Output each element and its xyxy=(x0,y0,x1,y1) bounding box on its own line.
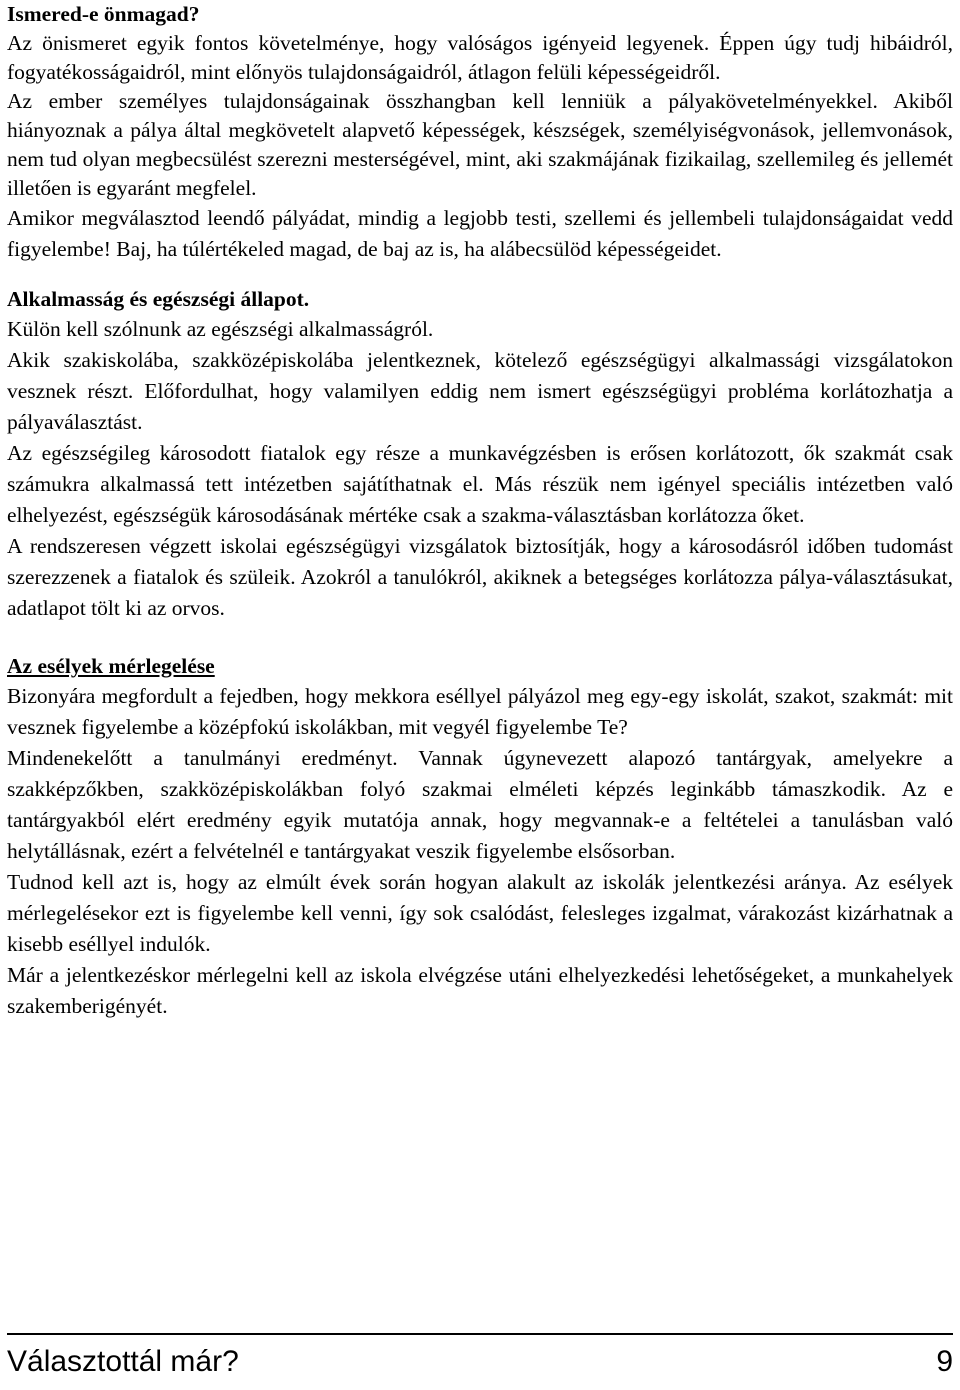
section-title: Alkalmasság és egészségi állapot. xyxy=(7,287,310,311)
document-body xyxy=(7,0,953,1022)
section-spacer xyxy=(7,624,953,652)
paragraph: Amikor megválasztod leendő pályádat, mindig a legjobb testi, szellemi és jellembeli tulajdonságaidat vedd figyelembe! Baj, ha túlértékeled magad, de baj az is, ha alábecsülöd képességeidet. xyxy=(7,206,953,261)
section-spacer xyxy=(7,265,953,285)
paragraph: Mindenekelőtt a tanulmányi eredményt. Vannak úgynevezett alapozó tantárgyak, amelyekre a szakképzőkben, szakközépiskolákban folyó szakmai elméleti képzés leginkább támaszkodik. Az e tantárgyakból elért eredmény egyik mutatója annak, hogy megvannak-e a feltételei a tanulásban való helytállásnak, ezért a felvételnél e tantárgyakat veszik figyelembe elsősorban. xyxy=(7,746,953,863)
section-chances xyxy=(7,652,953,1022)
section-title: Az esélyek mérlegelése xyxy=(7,654,215,678)
paragraph: Akik szakiskolába, szakközépiskolába jelentkeznek, kötelező egészségügyi alkalmassági vizsgálatokon vesznek részt. Előfordulhat, hogy valamilyen eddig nem ismert egészségügyi probléma korlátozhatja a pályaválasztást. xyxy=(7,348,953,434)
section-title: Ismered-e önmagad? xyxy=(7,2,200,26)
section-health xyxy=(7,285,953,624)
paragraph: Az ember személyes tulajdonságainak összhangban kell lenniük a pályakövetelményekkel. Akiből hiányoznak a pálya által megkövetelt alapvető képességek, készségek, személyiségvonások, jellemvonások, nem tud olyan megbecsülést szerezni mesterségével, mint, aki szakmájának fizikailag, szellemileg és jellemét illetően is egyaránt megfelel. xyxy=(7,89,953,200)
page-footer xyxy=(7,1342,953,1382)
footer-title: Választottál már? xyxy=(7,1345,239,1378)
paragraph: Az egészségileg károsodott fiatalok egy része a munkavégzésben is erősen korlátozott, ők szakmát csak számukra alkalmassá tett intézetben sajátíthatnak el. Más részük nem igényel speciális intézetben való elhelyezést, egészségük károsodásának mértéke csak a szakma-választásban korlátozza őket. xyxy=(7,441,953,527)
footer-divider xyxy=(7,1333,953,1335)
section-self-knowledge xyxy=(7,0,953,265)
paragraph: Tudnod kell azt is, hogy az elmúlt évek során hogyan alakult az iskolák jelentkezési aránya. Az esélyek mérlegelésekor ezt is figyelembe kell venni, így sok csalódást, felesleges izgalmat, várakozást kizárhatnak a kisebb eséllyel indulók. xyxy=(7,870,953,956)
paragraph: Bizonyára megfordult a fejedben, hogy mekkora eséllyel pályázol meg egy-egy iskolát, szakot, szakmát: mit vesznek figyelembe a középfokú iskolákban, mit vegyél figyelembe Te? xyxy=(7,684,953,739)
paragraph: Külön kell szólnunk az egészségi alkalmasságról. xyxy=(7,317,434,341)
paragraph: Már a jelentkezéskor mérlegelni kell az iskola elvégzése utáni elhelyezkedési lehetőségeket, a munkahelyek szakemberigényét. xyxy=(7,963,953,1018)
paragraph: Az önismeret egyik fontos követelménye, hogy valóságos igényeid legyenek. Éppen úgy tudj hibáidról, fogyatékosságaidról, mint előnyös tulajdonságaidról, átlagon felüli képességeidről. xyxy=(7,31,953,84)
paragraph: A rendszeresen végzett iskolai egészségügyi vizsgálatok biztosítják, hogy a károsodásról időben tudomást szerezzenek a fiatalok és szüleik. Azokról a tanulókról, akiknek a betegséges korlátozza pálya-választásukat, adatlapot tölt ki az orvos. xyxy=(7,534,953,620)
page-number: 9 xyxy=(936,1345,953,1378)
